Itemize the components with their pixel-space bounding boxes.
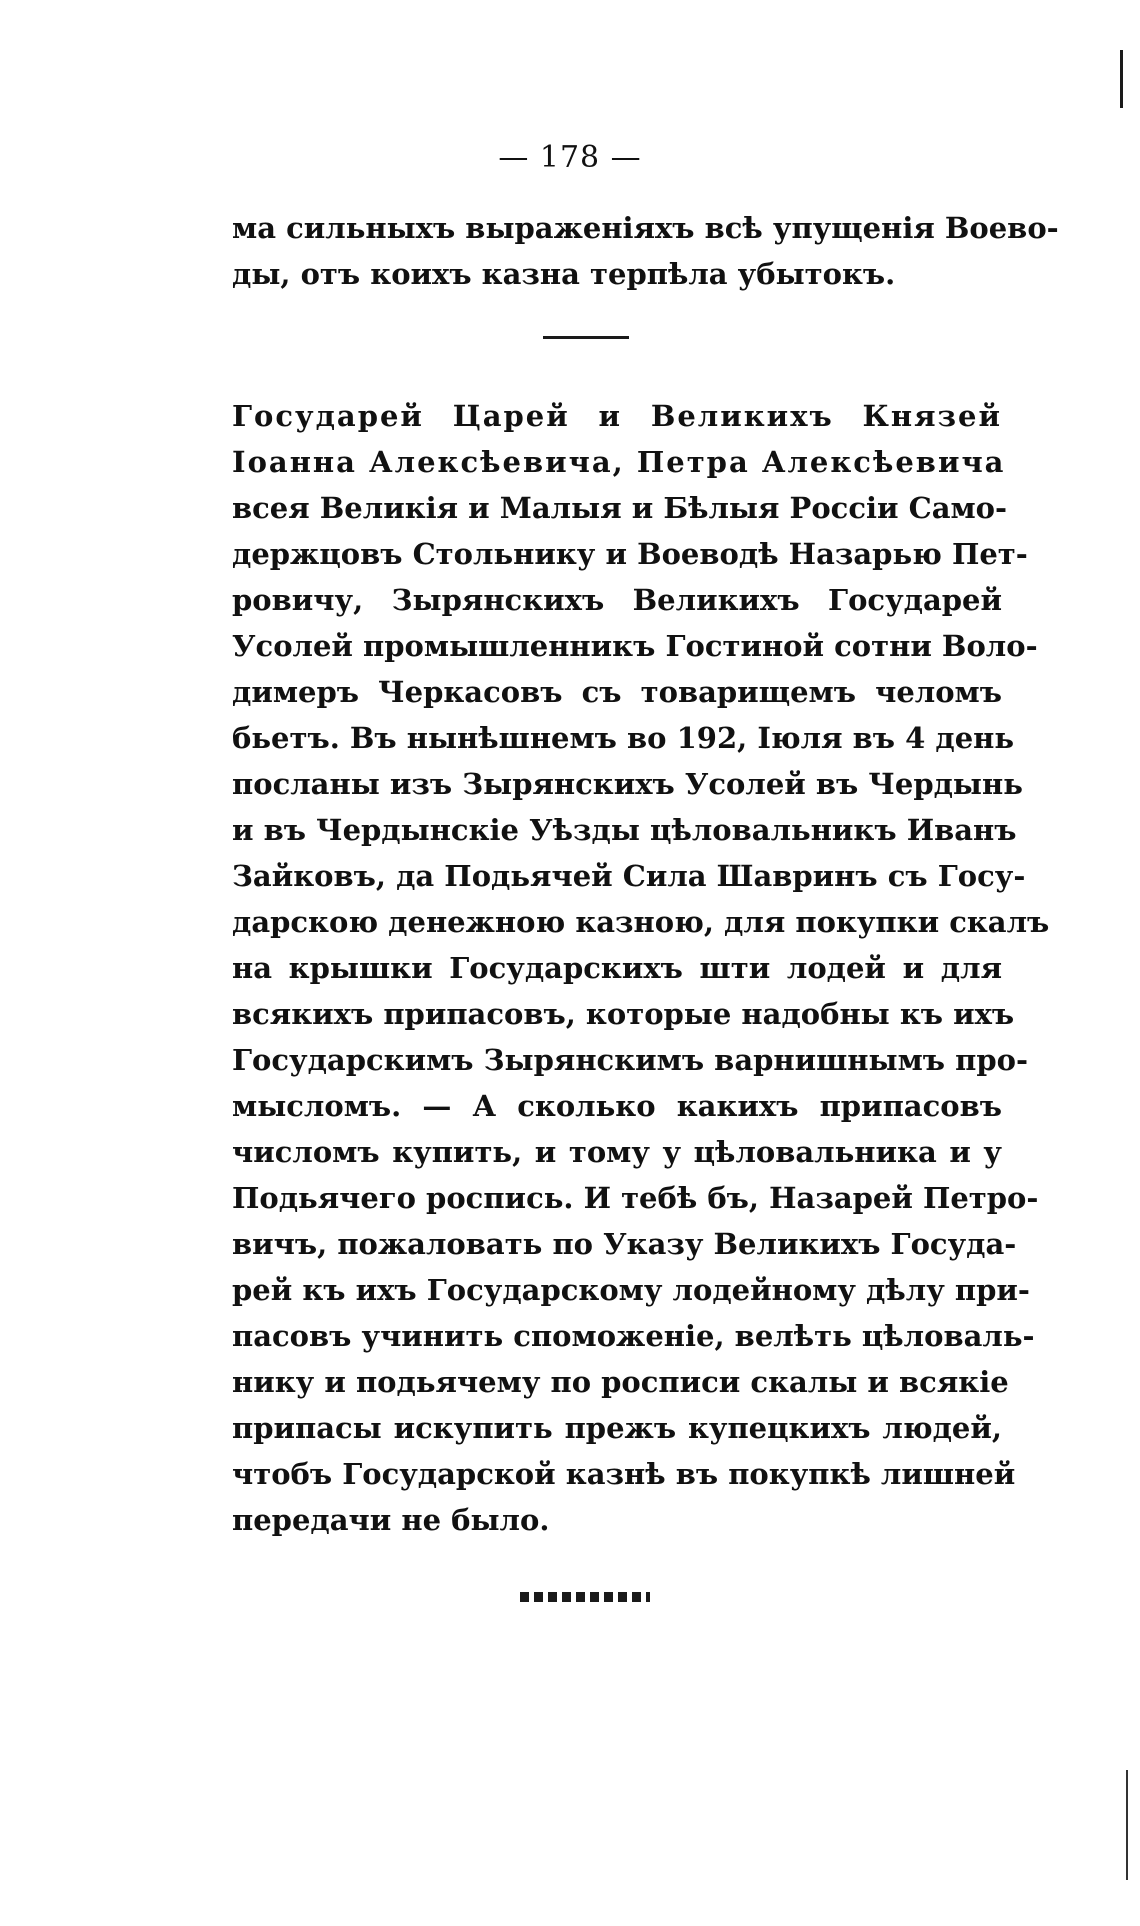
text-line: всякихъ припасовъ, которые надобны къ ихъ [232, 997, 1015, 1031]
text-line: ды, отъ коихъ казна терпѣла убытокъ. [232, 257, 896, 291]
page-edge-mark [1120, 50, 1123, 108]
text-line: Подьячего роспись. И тебѣ бъ, Назарей Петро- [232, 1181, 1039, 1215]
text-line: дарскою денежною казною, для покупки скалъ [232, 905, 1050, 939]
continued-paragraph [232, 205, 1059, 297]
text-line: вичъ, пожаловать по Указу Великихъ Госуда- [232, 1227, 1017, 1261]
text-line: посланы изъ Зырянскихъ Усолей въ Чердынь [232, 767, 1023, 801]
page-number: — 178 — [498, 140, 642, 175]
text-line: на крышки Государскихъ шти лодей и для [232, 951, 1002, 985]
text-line: мысломъ. — А сколько какихъ припасовъ [232, 1089, 1002, 1123]
end-ornament-rule [520, 1592, 650, 1602]
text-line: димеръ Черкасовъ съ товарищемъ челомъ [232, 675, 1002, 709]
text-line: чтобъ Государской казнѣ въ покупкѣ лишней [232, 1457, 1016, 1491]
text-line: нику и подьячему по росписи скалы и всякіе [232, 1365, 1009, 1399]
petition-text [232, 393, 1050, 1543]
text-line: припасы искупить прежъ купецкихъ людей, [232, 1411, 1002, 1445]
page-edge-mark-lower [1126, 1770, 1128, 1880]
text-line: Государскимъ Зырянскимъ варнишнымъ про- [232, 1043, 1029, 1077]
text-line: Усолей промышленникъ Гостиной сотни Воло- [232, 629, 1038, 663]
text-line: Государей Царей и Великихъ Князей [232, 399, 1002, 433]
text-line: и въ Чердынскіе Уѣзды цѣловальникъ Иванъ [232, 813, 1017, 847]
text-line: числомъ купить, и тому у цѣловальника и у [232, 1135, 1002, 1169]
text-line: пасовъ учинить споможеніе, велѣть цѣловаль- [232, 1319, 1035, 1353]
text-line: держцовъ Стольнику и Воеводѣ Назарью Пет- [232, 537, 1028, 571]
section-separator-rule [543, 336, 629, 339]
text-line: всея Великія и Малыя и Бѣлыя Россіи Само- [232, 491, 1008, 525]
text-line: Іоанна Алексѣевича, Петра Алексѣевича [232, 445, 1006, 479]
text-line: передачи не было. [232, 1503, 550, 1537]
text-line: рей къ ихъ Государскому лодейному дѣлу при- [232, 1273, 1030, 1307]
text-line: бьетъ. Въ нынѣшнемъ во 192, Іюля въ 4 день [232, 721, 1015, 755]
text-line: ма сильныхъ выраженіяхъ всѣ упущенія Воево- [232, 211, 1059, 245]
text-line: Зайковъ, да Подьячей Сила Шавринъ съ Госу- [232, 859, 1026, 893]
text-line: ровичу, Зырянскихъ Великихъ Государей [232, 583, 1002, 617]
